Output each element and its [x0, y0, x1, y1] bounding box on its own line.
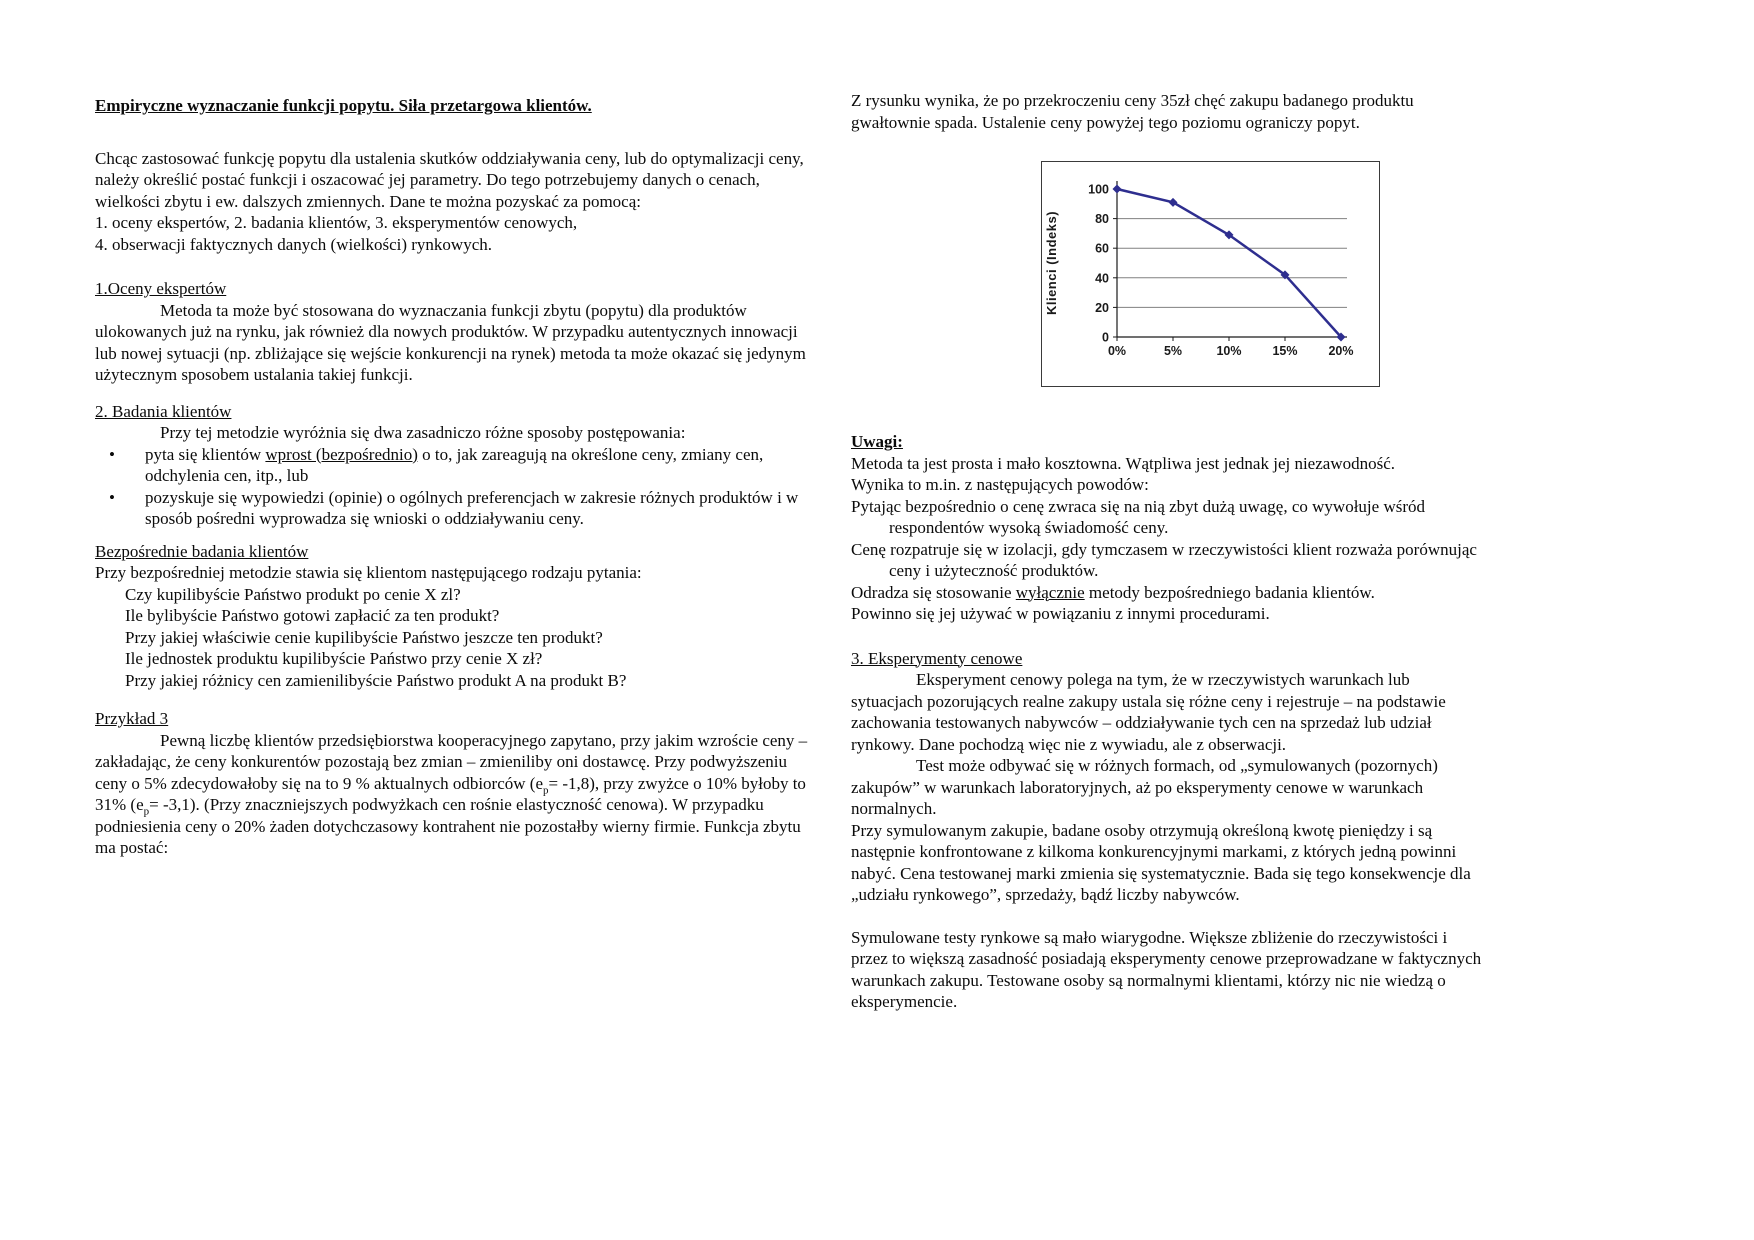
odradza-post: metody bezpośredniego badania klientów. [1084, 582, 1375, 602]
document-title: Empiryczne wyznaczanie funkcji popytu. Siła przetargowa klientów. [95, 96, 592, 115]
odradza-pre: Odradza się stosowanie [851, 582, 1016, 602]
example3-seg2: = -1,8), przy zwyżce o 10% byłoby to 31% (e [95, 773, 806, 814]
demand-line-chart [1041, 161, 1380, 387]
intro-paragraph: Chcąc zastosować funkcję popytu dla ustalenia skutków oddziaływania ceny, lub do optymalizacji ceny, należy określić postać funkcji i oszacować jej parametry. Do tego potrzebujemy danych o cenach, wielkości zbytu i ew. dalszych zmiennych. Dane te można pozyskać za pomocą: [95, 148, 804, 211]
section-heading-customer-research: 2. Badania klientów [95, 401, 232, 421]
section-heading-price-experiments: 3. Eksperymenty cenowe [851, 648, 1023, 668]
bullet1-text-pre: pyta się klientów [145, 444, 266, 464]
uwagi-item-2: Cenę rozpatruje się w izolacji, gdy tymczasem w rzeczywistości klient rozważa porównując ceny i użyteczność produktów. [851, 539, 1477, 580]
left-column [95, 95, 817, 859]
uwagi-line-2: Wynika to m.in. z następujących powodów: [851, 475, 1149, 494]
question-line: Czy kupilibyście Państwo produkt po cenie X zl? [125, 584, 461, 604]
uwagi-odradza-line [851, 582, 1483, 604]
bullet-icon: • [109, 487, 115, 507]
example3-subscript-p2: p [143, 805, 150, 818]
y-tick-label: 80 [1095, 212, 1109, 227]
data-point-marker [1113, 185, 1122, 194]
y-tick-label: 60 [1095, 241, 1109, 256]
question-line: Ile jednostek produktu kupilibyście Państwo przy cenie X zł? [125, 649, 543, 668]
bullet2-text: pozyskuje się wypowiedzi (opinie) o ogólnych preferencjach w zakresie różnych produktów i w sposób pośredni wyprowadza się wnioski o oddziaływaniu ceny. [145, 487, 799, 528]
customer-research-intro: Przy tej metodzie wyróżnia się dwa zasadniczo różne sposoby postępowania: [160, 423, 686, 442]
uwagi-item-1: Pytając bezpośrednio o cenę zwraca się na nią zbyt dużą uwagę, co wywołuje wśród respondentów wysoką świadomość ceny. [851, 496, 1425, 537]
y-tick-label: 40 [1095, 271, 1109, 286]
bullet1-text-post: o to, jak zareagują na określone ceny, zmiany cen, odchylenia cen, itp., lub [145, 444, 764, 485]
y-tick-label: 0 [1102, 330, 1109, 345]
bullet-item-opinions [95, 487, 817, 530]
question-line: Przy jakiej właściwie cenie kupilibyście Państwo jeszcze ten produkt? [125, 627, 603, 647]
price-experiments-p2: Test może odbywać się w różnych formach, od „symulowanych (pozornych) zakupów” w warunkach laboratoryjnych, aż po eksperymenty cenowe w warunkach normalnych. [851, 756, 1438, 818]
example3-subscript-p1: p [543, 783, 549, 796]
y-tick-label: 100 [1088, 182, 1109, 197]
demand-series-line [1117, 189, 1341, 337]
section-heading-direct-research: Bezpośrednie badania klientów [95, 541, 309, 561]
y-axis-title: Klienci (Indeks) [1044, 210, 1059, 316]
expert-opinions-body: Metoda ta może być stosowana do wyznaczania funkcji zbytu (popytu) dla produktów ulokowanych już na rynku, jak również dla nowych produktów. W przypadku autentycznych innowacji lub nowej sytuacji (np. zbliżające się wejście konkurencji na rynek) metoda ta może okazać się jedynym użytecznym sposobem ustalania takiej funkcji. [95, 300, 806, 384]
example3-seg1: Pewną liczbę klientów przedsiębiorstwa kooperacyjnego zapytano, przy jakim wzroście ceny – zakładając, że ceny konkurentów pozostają bez zmian – zmieniliby oni dostawcę. Przy podwyższeniu ceny o 5% zdecydowałoby się na to 9 % aktualnych odbiorców (e [95, 730, 808, 793]
x-tick-label: 0% [1107, 344, 1127, 358]
price-experiments-p3: Przy symulowanym zakupie, badane osoby otrzymują określoną kwotę pieniędzy i są następnie konfrontowane z kilkoma konkurencyjnymi markami, z których jedną powinni nabyć. Cena testowanej marki zmienia się systematycznie. Bada się tego konsekwencje dla „udziału rynkowego”, sprzedaży, bądź liczby nabywców. [851, 820, 1471, 904]
section-heading-example-3: Przykład 3 [95, 709, 169, 728]
right-column [851, 90, 1483, 1013]
x-tick-label: 5% [1163, 344, 1183, 358]
example3-seg3: = -3,1). (Przy znaczniejszych podwyżkach cen rośnie elastyczność cenowa). W przypadku podniesienia ceny o 20% żaden dotychczasowy kontrahent nie pozostałby wierny firmie. Funkcja zbytu ma postać: [95, 795, 801, 857]
demand-line-chart-svg [1042, 162, 1379, 386]
example-3-body [95, 730, 817, 859]
y-tick-label: 20 [1095, 300, 1109, 315]
x-tick-label: 15% [1272, 344, 1298, 358]
bullet1-text-underlined: wprost (bezpośrednio) [265, 444, 418, 464]
section-heading-expert-opinions: 1.Oceny ekspertów [95, 279, 227, 298]
methods-list-line-2: 4. obserwacji faktycznych danych (wielkości) rynkowych. [95, 234, 493, 254]
x-tick-label: 20% [1328, 344, 1354, 358]
direct-research-intro: Przy bezpośredniej metodzie stawia się klientom następującego rodzaju pytania: [95, 563, 642, 582]
price-experiments-p1: Eksperyment cenowy polega na tym, że w rzeczywistych warunkach lub sytuacjach pozorujących realne zakupy ustala się różne ceny i rejestruje – na podstawie zachowania testowanych nabywców – oddziaływanie tych cen na sprzedaż lub udział rynkowy. Dane pochodzą więc nie z wywiadu, ale z obserwacji. [851, 670, 1446, 754]
methods-list-line-1: 1. oceny ekspertów, 2. badania klientów, 3. eksperymentów cenowych, [95, 213, 578, 232]
price-experiments-p4: Symulowane testy rynkowe są mało wiarygodne. Większe zbliżenie do rzeczywistości i przez to większą zasadność posiadają eksperymenty cenowe przeprowadzane w faktycznych warunkach zakupu. Testowane osoby są normalnymi klientami, którzy nic nie wiedzą o eksperymencie. [851, 927, 1482, 1011]
section-heading-uwagi: Uwagi: [851, 432, 903, 451]
bullet-item-direct-question [95, 444, 817, 487]
chart-commentary: Z rysunku wynika, że po przekroczeniu ceny 35zł chęć zakupu badanego produktu gwałtownie spada. Ustalenie ceny powyżej tego poziomu ograniczy popyt. [851, 91, 1414, 132]
question-line: Przy jakiej różnicy cen zamienilibyście Państwo produkt A na produkt B? [125, 670, 627, 690]
question-line: Ile bylibyście Państwo gotowi zapłacić za ten produkt? [125, 606, 500, 625]
uwagi-powinno-line: Powinno się jej używać w powiązaniu z innymi procedurami. [851, 604, 1270, 623]
uwagi-line-1: Metoda ta jest prosta i mało kosztowna. Wątpliwa jest jednak jej niezawodność. [851, 453, 1396, 473]
odradza-underlined: wyłącznie [1015, 582, 1085, 602]
bullet-icon: • [109, 444, 115, 464]
x-tick-label: 10% [1216, 344, 1242, 358]
